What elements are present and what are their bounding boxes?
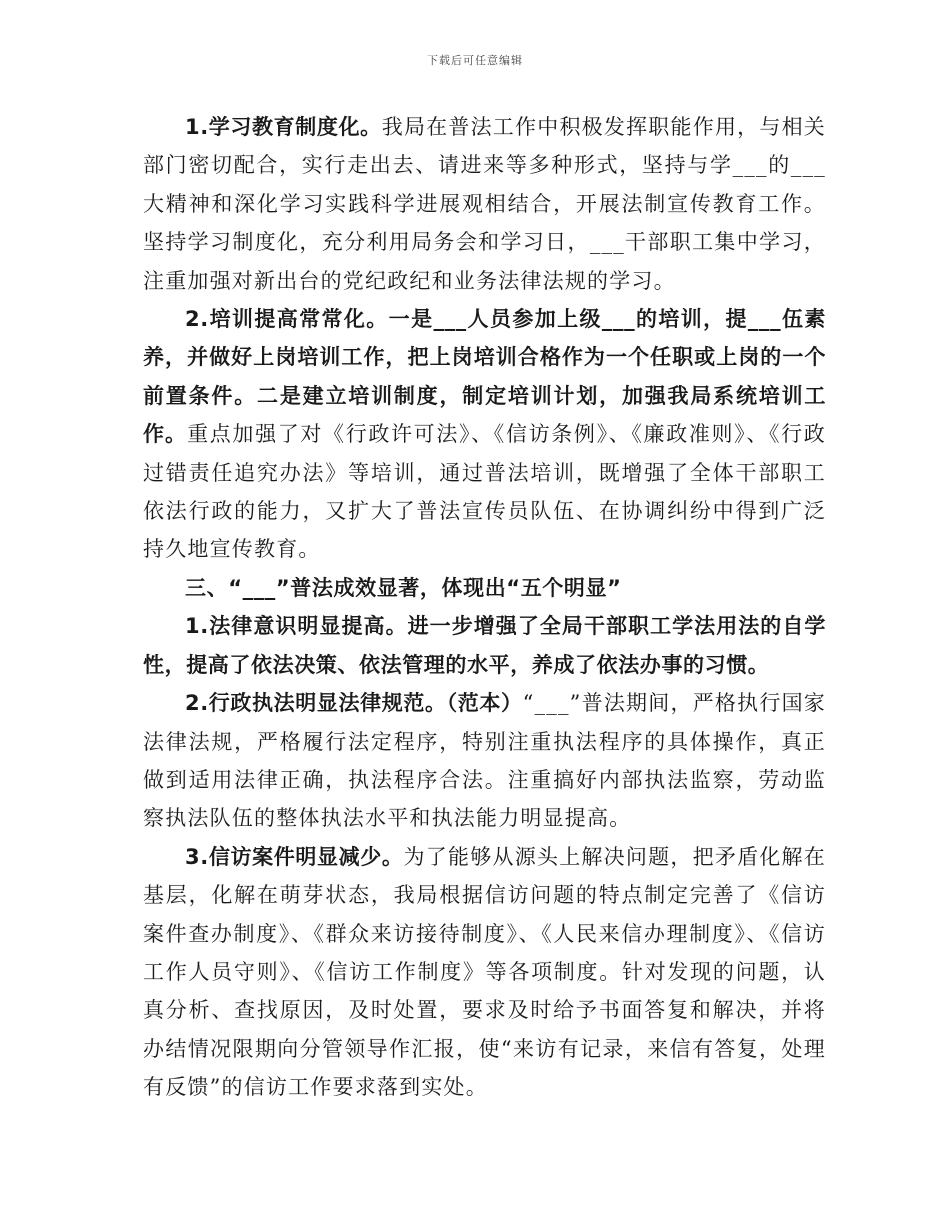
paragraph-body: 重点加强了对《行政许可法》、《信访条例》、《廉政准则》、《行政过错责任追究办法》等培训，通过普法培训，既增强了全体干部职工依法行政的能力，又扩大了普法宣传员队伍、在协调纠纷中得到广泛持久地宣传教育。 [143,422,827,562]
paragraph-lead: 1.法律意识明显提高。进一步增强了全局干部职工学法用法的自学性，提高了依法决策、依法管理的水平，养成了依法办事的习惯。 [143,614,826,677]
paragraph-lead: 3.信访案件明显减少。 [185,844,404,869]
paragraph-lead: 2.培训提高常常化。一是___人员参加上级___的培训，提___伍素养，并做好上岗培训工作，把上岗培训合格作为一个任职或上岗的一个前置条件。二是建立培训制度，制定培训计划，加强我局系统培训工作。 [143,307,826,447]
page-header: 下载后可任意编辑 [427,54,523,67]
section-heading: 三、“___”普法成效显著，体现出“五个明显” [185,575,622,600]
paragraph-training [143,300,826,569]
paragraph-law-enforcement [143,684,826,838]
paragraph-body: 为了能够从源头上解决问题，把矛盾化解在基层，化解在萌芽状态，我局根据信访问题的特点制定完善了《信访案件查办制度》、《群众来访接待制度》、《人民来信办理制度》、《信访工作人员守则》、《信访工作制度》等各项制度。针对发现的问题，认真分析、查找原因，及时处置，要求及时给予书面答复和解决，并将办结情况限期向分管领导作汇报，使“来访有记录，来信有答复，处理有反馈”的信访工作要求落到实处。 [143,844,826,1100]
paragraph-lead: 1.学习教育制度化。 [185,115,382,139]
paragraph-lead: 2.行政执法明显法律规范。（范本） [185,691,523,716]
paragraph-study-education [143,108,826,300]
paragraph-petition-cases [143,838,826,1107]
paragraph-body: “___”普法期间，严格执行国家法律法规，严格履行法定程序，特别注重执法程序的具体操作，真正做到适用法律正确，执法程序合法。注重搞好内部执法监察，劳动监察执法队伍的整体执法水平和执法能力明显提高。 [143,691,826,831]
paragraph-legal-awareness [143,607,826,684]
document-body [143,108,826,1107]
paragraph-body: 我局在普法工作中积极发挥职能作用，与相关部门密切配合，实行走出去、请进来等多种形式，坚持与学___的___大精神和深化学习实践科学进展观相结合，开展法制宣传教育工作。坚持学习制度化，充分利用局务会和学习日，___干部职工集中学习，注重加强对新出台的党纪政纪和业务法律法规的学习。 [143,115,827,293]
